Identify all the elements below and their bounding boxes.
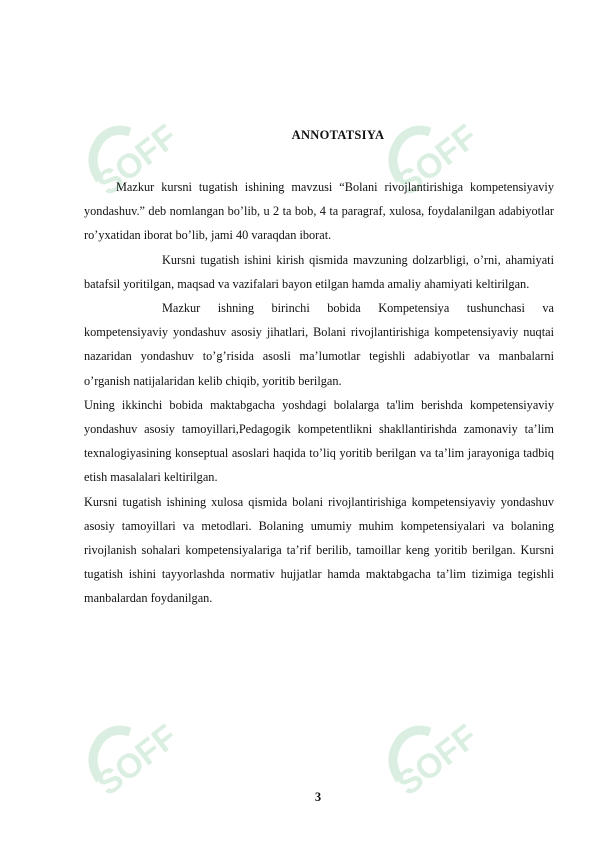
paragraph: Kursni tugatish ishining xulosa qismida bolani rivojlantirishiga kompetensiyaviy yondashuv asosiy tamoyillari va metodlari. Bolaning umumiy muhim kompetensiyalari va bolaning rivojlanish sohalari kompetensiyalariga ta’rif berilib, tamoillar keng yoritib berilgan. Kursni tugatish ishini tayyorlashda normativ hujjatlar hamda maktabgacha ta’lim tizimiga tegishli manbalardan foydanilgan. — [84, 494, 554, 606]
page-title: ANNOTATSIYA — [291, 128, 385, 142]
annotation-body — [84, 175, 554, 611]
paragraph: Uning ikkinchi bobida maktabgacha yoshdagi bolalarga ta'lim berishda kompetensiyaviy yondashuv asosiy tamoyillari,Pedagogik kompetentlikni shakllantirishda zamonaviy ta’lim texnalogiyasining konseptual asoslari haqida to’liq yoritib berilgan va ta’lim jarayoniga tadbiq etish masalalari keltirilgan. — [84, 397, 554, 485]
page-number: 3 — [314, 790, 322, 804]
watermark-text: SOFF — [89, 117, 185, 204]
watermark-logo — [360, 660, 550, 810]
watermark-text: SOFF — [389, 717, 485, 804]
paragraph: Mazkur ishning birinchi bobida Kompetensiya tushunchasi va kompetensiyaviy yondashuv asosiy jihatlari, Bolani rivojlantirishiga kompetensiyaviy nuqtai nazaridan yondashuv to’g’risida asosli ma’lumotlar tegishli adabiyotlar va manbalarni o’rganish natijalaridan kelib chiqib, yoritib berilgan. — [84, 301, 554, 388]
paragraph: Mazkur kursni tugatish ishining mavzusi “Bolani rivojlantirishiga kompetensiyaviy yondashuv.” deb nomlangan bo’lib, u 2 ta bob, 4 ta paragraf, xulosa, foydalanilgan adabiyotlar ro’yxatidan iborat bo’lib, jami 40 varaqdan iborat. — [84, 180, 554, 243]
watermark-text: SOFF — [389, 117, 485, 204]
watermark-logo — [60, 660, 250, 810]
paragraph: Kursni tugatish ishini kirish qismida mavzuning dolzarbligi, o’rni, ahamiyati batafsil yoritilgan, maqsad va vazifalari bayon etilgan hamda amaliy ahamiyati keltirilgan. — [84, 252, 554, 291]
watermark-text: SOFF — [89, 717, 185, 804]
